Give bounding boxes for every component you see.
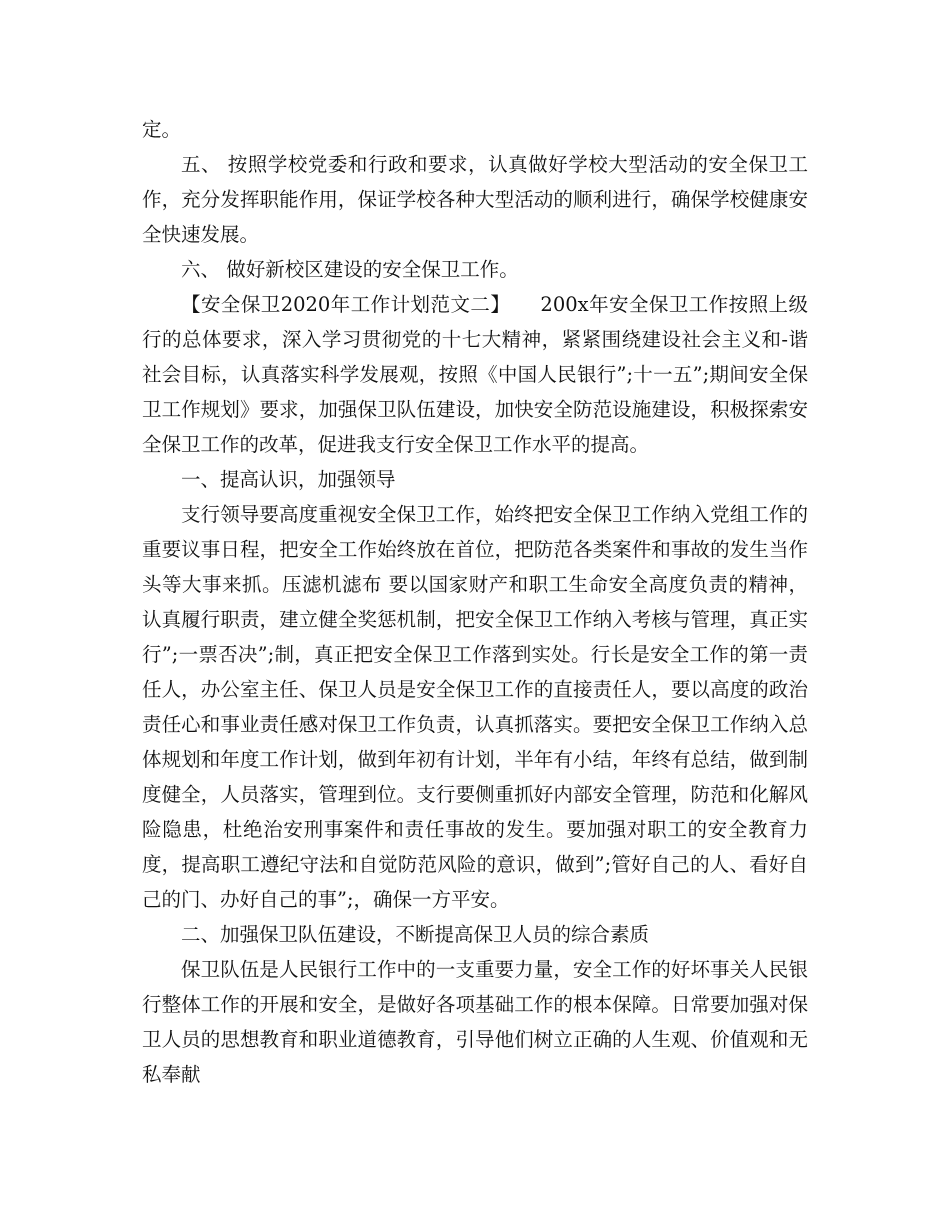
section-heading-one: 一、提高认识，加强领导 [181,468,396,491]
paragraph-leadership: 支行领导要高度重视安全保卫工作，始终把安全保卫工作纳入党组工作的重要议事日程，把安全工作始终放在首位，把防范各类案件和事故的发生当作头等大事来抓。压滤机滤布 要以国家财产和职工生命安全高度负责的精神，认真履行职责，建立健全奖惩机制，把安全保卫工作纳入考核与管理，真正实行”;一票否决”;制，真正把安全保卫工作落到实处。行长是安全工作的第一责任人，办公室主任、保卫人员是安全保卫工作的直接责任人，要以高度的政治责任心和事业责任感对保卫工作负责，认真抓落实。要把安全保卫工作纳入总体规划和年度工作计划，做到年初有计划，半年有小结，年终有总结，做到制度健全，人员落实，管理到位。支行要侧重抓好内部安全管理，防范和化解风险隐患，杜绝治安刑事案件和责任事故的发生。要加强对职工的安全教育力度，提高职工遵纪守法和自觉防范风险的意识，做到”;管好自己的人、看好自己的门、办好自己的事”;，确保一方平安。 [142,503,808,911]
paragraph-sample-two-intro: 【安全保卫2020年工作计划范文二】 200x年安全保卫工作按照上级行的总体要求，深入学习贯彻党的十七大精神，紧紧围绕建设社会主义和-谐社会目标，认真落实科学发展观，按照《中国人民银行”;十一五”;期间安全保卫工作规划》要求，加强保卫队伍建设，加快安全防范设施建设，积极探索安全保卫工作的改革，促进我支行安全保卫工作水平的提高。 [142,293,808,456]
paragraph-team-building: 保卫队伍是人民银行工作中的一支重要力量，安全工作的好坏事关人民银行整体工作的开展和安全，是做好各项基础工作的根本保障。日常要加强对保卫人员的思想教育和职业道德教育，引导他们树立正确的人生观、价值观和无私奉献 [142,958,808,1086]
paragraph-item-five: 五、 按照学校党委和行政和要求，认真做好学校大型活动的安全保卫工作，充分发挥职能作用，保证学校各种大型活动的顺利进行，确保学校健康安全快速发展。 [142,153,808,246]
section-heading-two: 二、加强保卫队伍建设，不断提高保卫人员的综合素质 [181,923,650,946]
document-body [142,112,808,1092]
paragraph-item-six: 六、 做好新校区建设的安全保卫工作。 [181,258,519,281]
paragraph-continuation: 定。 [142,118,182,141]
